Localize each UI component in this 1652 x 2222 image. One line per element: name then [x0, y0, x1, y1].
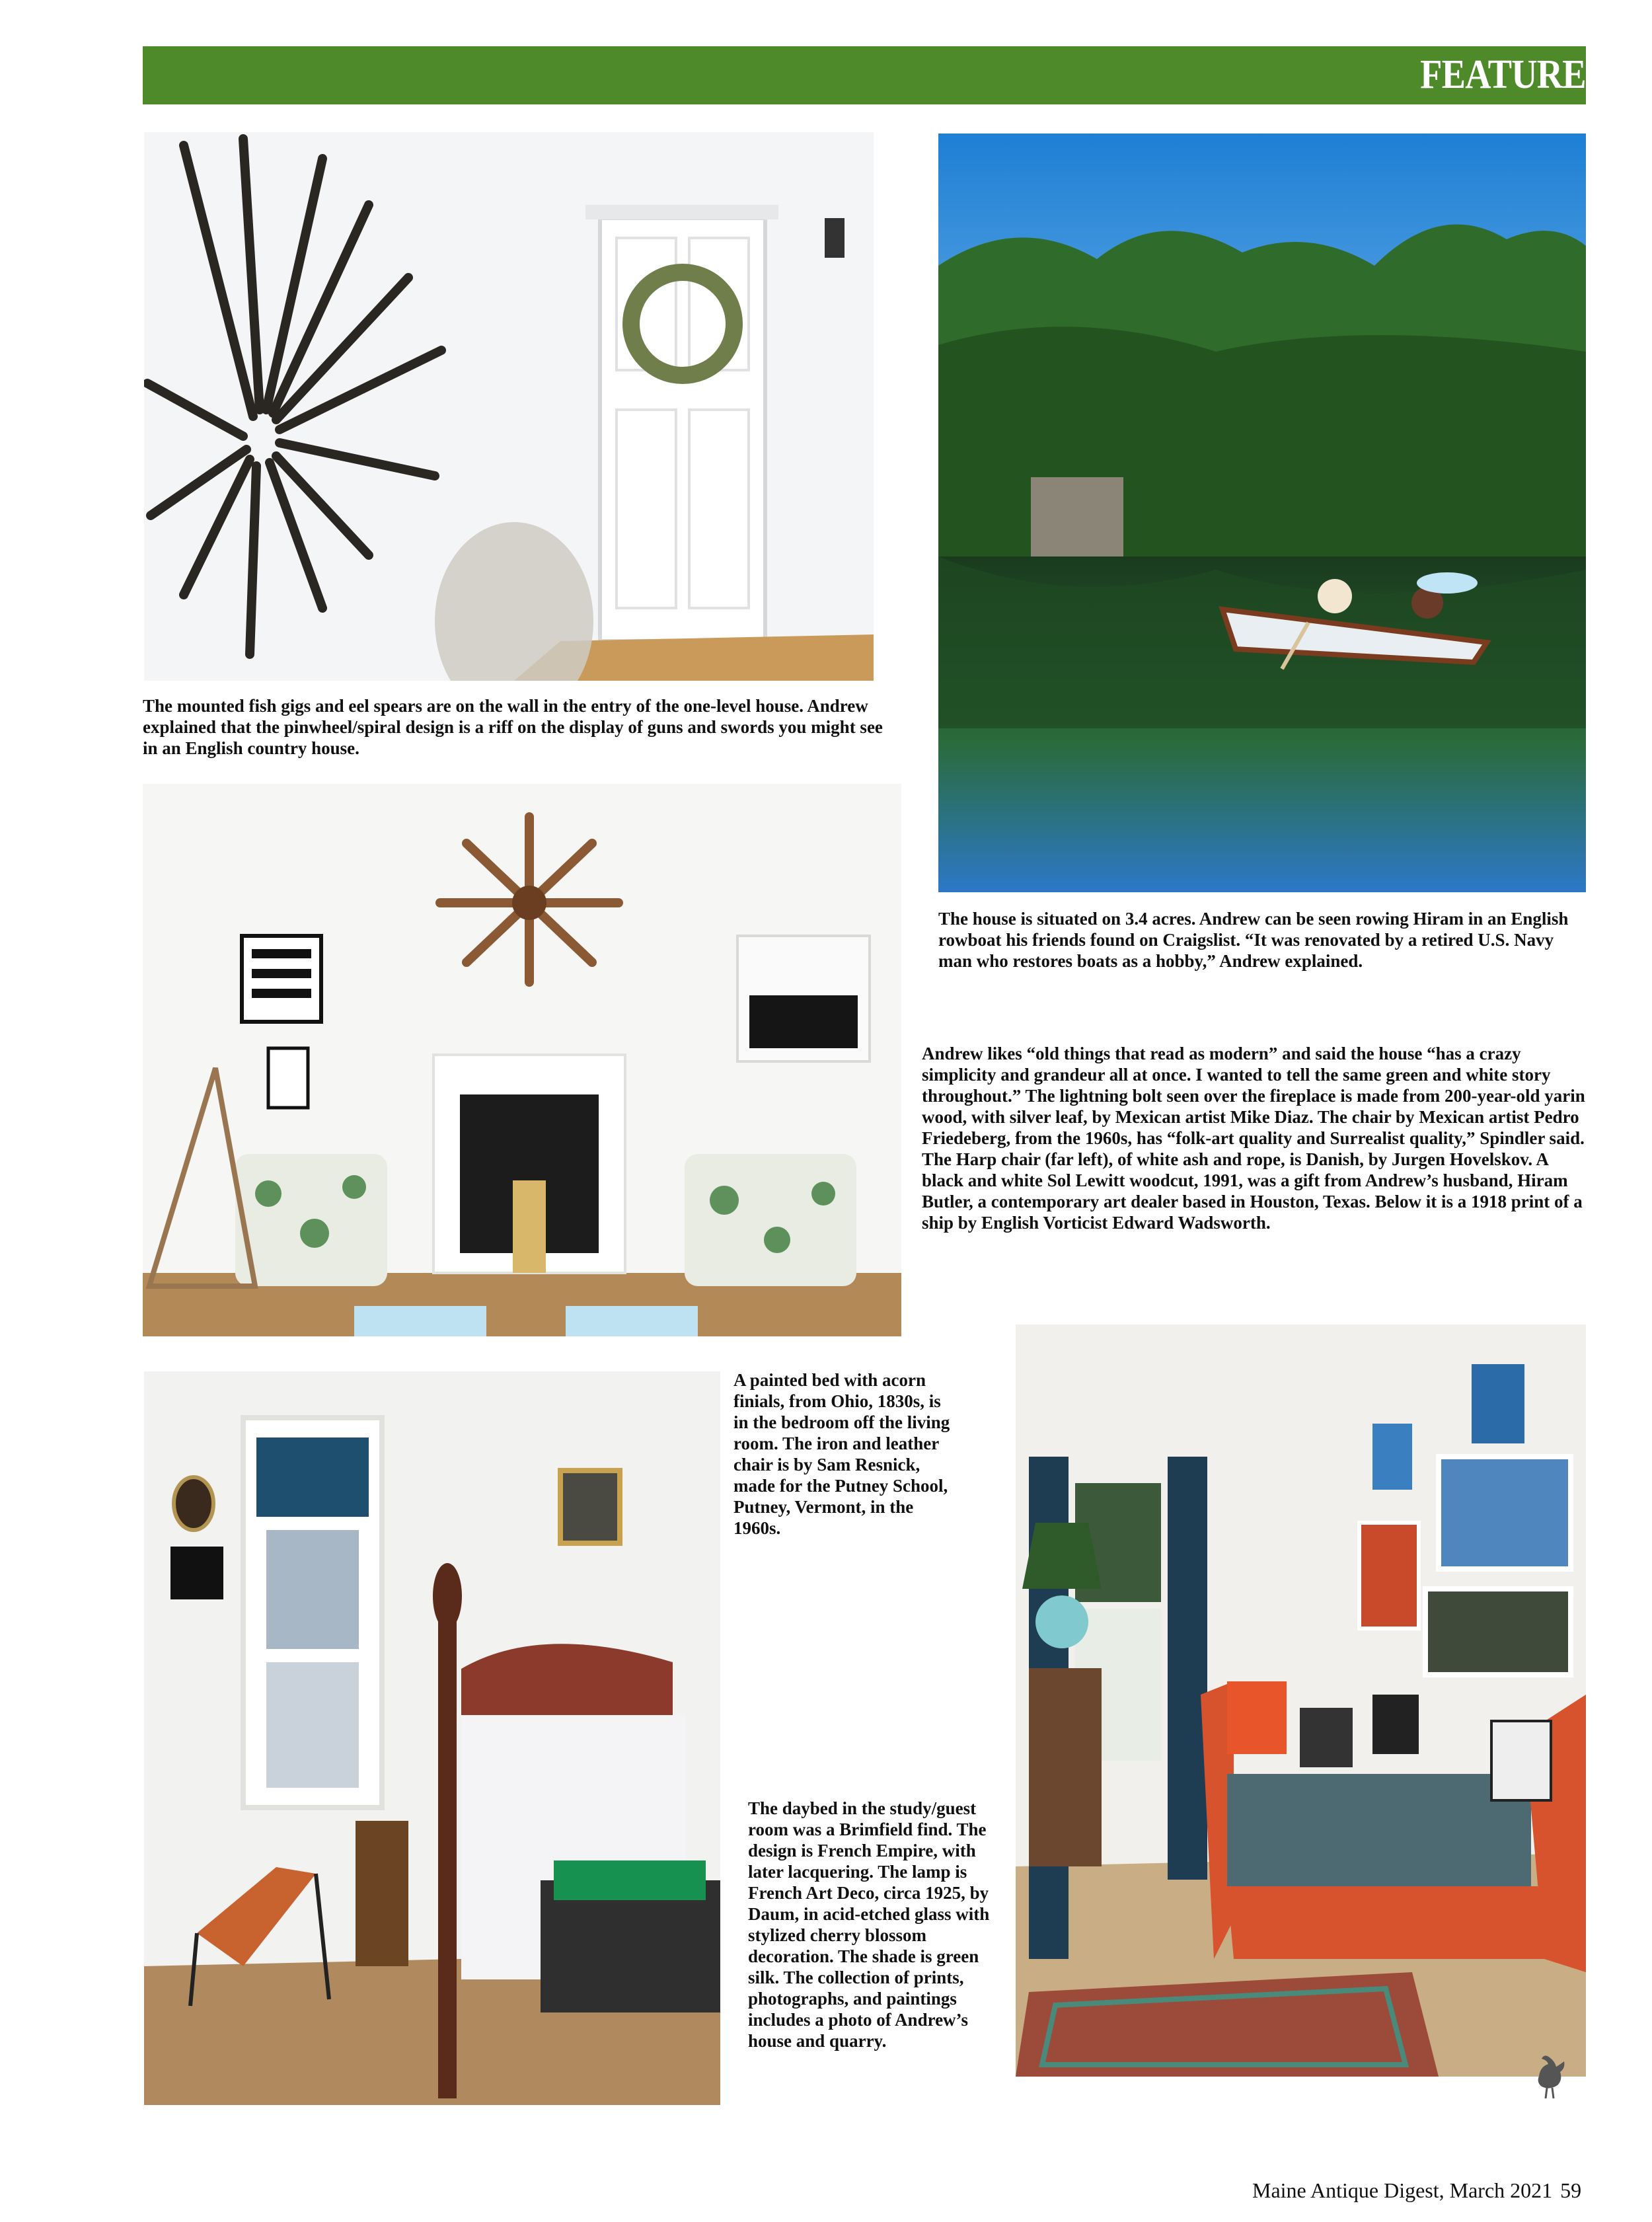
section-banner	[143, 46, 1586, 104]
caption-bedroom: A painted bed with acorn finials, from Ohio, 1830s, is in the bedroom off the living room. The iron and leather chair is by Sam Resnick, made for the Putney School, Putney, Vermont, in the 1960s.	[733, 1370, 950, 1538]
photo-bedroom	[144, 1371, 720, 2105]
photo-rowboat	[938, 134, 1586, 892]
caption-living-room: Andrew likes “old things that read as modern” and said the house “has a crazy simplicity and grandeur all at once. I wanted to tell the same green and white story throughout.” The lightning bolt seen over the fireplace is made from 200-year-old yarin wood, with silver leaf, by Mexican artist Mike Diaz. The chair by Mexican artist Pedro Friedeberg, from the 1960s, has “folk-art quality and Surrealist quality,” Spindler said. The Harp chair (far left), of white ash and rope, is Danish, by Jurgen Hovelskov. A black and white Sol Lewitt woodcut, 1991, was a gift from Andrew’s husband, Hiram Butler, a contemporary art dealer based in Houston, Texas. Below it is a 1918 print of a ship by English Vorticist Edward Wadsworth.	[922, 1044, 1585, 1233]
rooster-icon	[1530, 2052, 1569, 2102]
caption-entry-wall: The mounted fish gigs and eel spears are on the wall in the entry of the one-level house. Andrew explained that the pinwheel/spiral design is a riff on the display of guns and swords you might see in an English country house.	[143, 696, 883, 758]
photo-study-daybed	[1016, 1324, 1586, 2077]
photo-entry-wall	[144, 132, 874, 681]
page-number: 59	[1560, 2178, 1582, 2202]
page-footer	[1252, 2178, 1581, 2203]
photo-living-room	[143, 784, 901, 1336]
caption-rowboat: The house is situated on 3.4 acres. Andrew can be seen rowing Hiram in an English rowboat his friends found on Craigslist. “It was renovated by a retired U.S. Navy man who restores boats as a hobby,” Andrew explained.	[938, 909, 1569, 971]
caption-daybed: The daybed in the study/guest room was a Brimfield find. The design is French Empire, with later lacquering. The lamp is French Art Deco, circa 1925, by Daum, in acid-etched glass with stylized cherry blossom decoration. The shade is green silk. The collection of prints, photographs, and paintings includes a photo of Andrew’s house and quarry.	[748, 1798, 990, 2051]
publication-name: Maine Antique Digest, March 2021	[1252, 2178, 1553, 2202]
section-title: FEATURE	[1420, 52, 1586, 97]
